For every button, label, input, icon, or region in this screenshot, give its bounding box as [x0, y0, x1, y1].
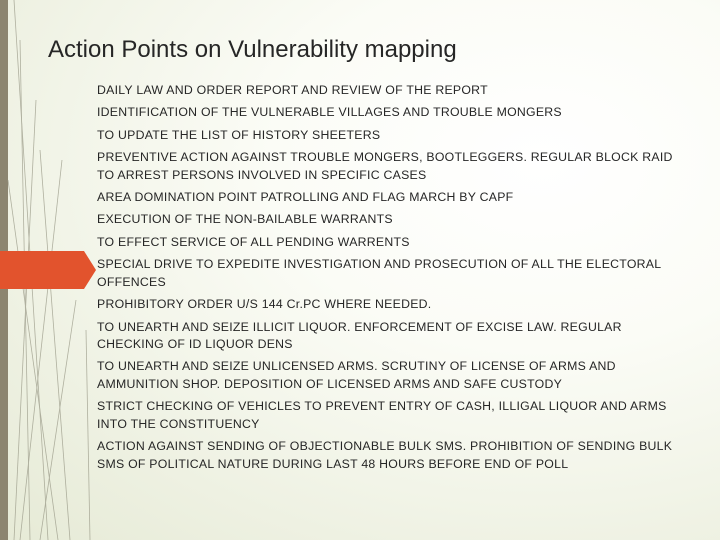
- action-points-list: [97, 82, 687, 478]
- slide-title: Action Points on Vulnerability mapping: [48, 36, 457, 63]
- slide-marker-shape: [0, 251, 96, 289]
- action-point: PREVENTIVE ACTION AGAINST TROUBLE MONGERS, BOOTLEGGERS. REGULAR BLOCK RAID TO ARREST PERSONS INVOLVED IN SPECIFIC CASES: [97, 150, 673, 182]
- deco-line: [40, 300, 76, 540]
- decorative-lines: [0, 0, 110, 540]
- action-point: STRICT CHECKING OF VEHICLES TO PREVENT ENTRY OF CASH, ILLIGAL LIQUOR AND ARMS INTO THE CONSTITUENCY: [97, 399, 667, 431]
- deco-line: [86, 330, 90, 540]
- action-point: TO UPDATE THE LIST OF HISTORY SHEETERS: [97, 127, 381, 142]
- action-point: SPECIAL DRIVE TO EXPEDITE INVESTIGATION AND PROSECUTION OF ALL THE ELECTORAL OFFENCES: [97, 257, 661, 289]
- action-point: TO UNEARTH AND SEIZE UNLICENSED ARMS. SCRUTINY OF LICENSE OF ARMS AND AMMUNITION SHOP. DEPOSITION OF LICENSED ARMS AND SAFE CUSTODY: [97, 359, 616, 391]
- action-point: ACTION AGAINST SENDING OF OBJECTIONABLE BULK SMS. PROHIBITION OF SENDING BULK SMS OF POLITICAL NATURE DURING LAST 48 HOURS BEFORE END OF POLL: [97, 439, 673, 471]
- action-point: AREA DOMINATION POINT PATROLLING AND FLAG MARCH BY CAPF: [97, 190, 514, 205]
- action-point: PROHIBITORY ORDER U/S 144 Cr.PC WHERE NEEDED.: [97, 297, 432, 312]
- deco-line: [14, 100, 36, 540]
- action-point: IDENTIFICATION OF THE VULNERABLE VILLAGES AND TROUBLE MONGERS: [97, 105, 562, 120]
- action-point: TO UNEARTH AND SEIZE ILLICIT LIQUOR. ENFORCEMENT OF EXCISE LAW. REGULAR CHECKING OF ID LIQUOR DENS: [97, 319, 622, 352]
- action-point: TO EFFECT SERVICE OF ALL PENDING WARRENTS: [97, 234, 410, 249]
- action-point: DAILY LAW AND ORDER REPORT AND REVIEW OF THE REPORT: [97, 83, 488, 97]
- action-point: EXECUTION OF THE NON-BAILABLE WARRANTS: [97, 212, 393, 227]
- deco-line: [8, 180, 58, 540]
